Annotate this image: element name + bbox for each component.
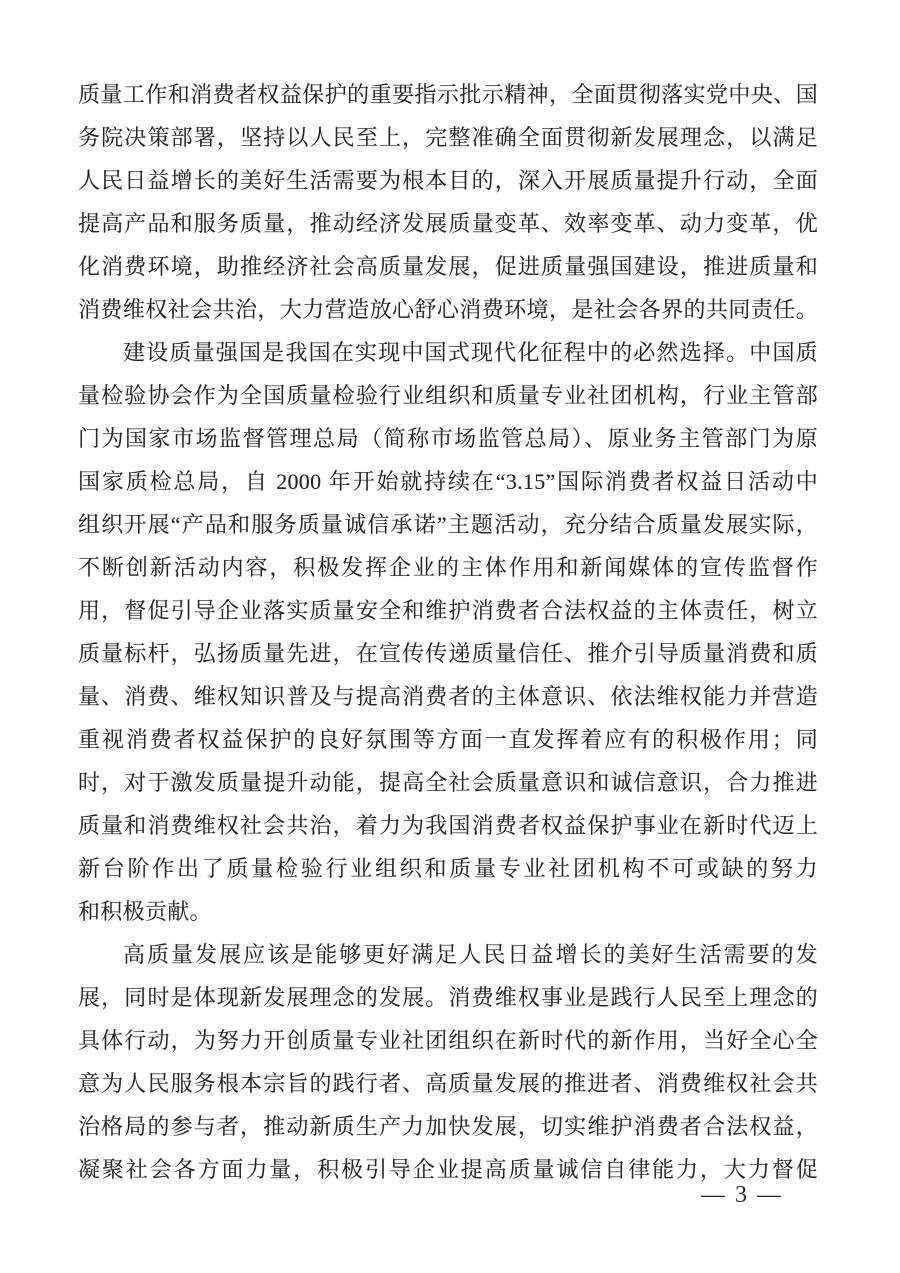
text-line: 重视消费者权益保护的良好氛围等方面一直发挥着应有的积极作用；同 <box>78 727 818 752</box>
text-line: 质量和消费维权社会共治，着力为我国消费者权益保护事业在新时代迈上 <box>78 813 818 838</box>
text-line: 消费维权社会共治，大力营造放心舒心消费环境，是社会各界的共同责任。 <box>78 297 818 322</box>
text-line: 组织开展“产品和服务质量诚信承诺”主题活动，充分结合质量发展实际， <box>78 512 818 537</box>
page-number: — 3 — <box>701 1182 783 1208</box>
text-line: 务院决策部署，坚持以人民至上，完整准确全面贯彻新发展理念，以满足 <box>78 125 818 150</box>
text-line: 时，对于激发质量提升动能，提高全社会质量意识和诚信意识，合力推进 <box>78 770 818 795</box>
text-block <box>78 73 818 1191</box>
text-line: 门为国家市场监督管理总局（简称市场监管总局）、原业务主管部门为原 <box>78 426 818 451</box>
text-line: 量检验协会作为全国质量检验行业组织和质量专业社团机构，行业主管部 <box>78 383 818 408</box>
text-line: 具体行动，为努力开创质量专业社团组织在新时代的新作用，当好全心全 <box>78 1028 818 1053</box>
text-line-paragraph-start: 高质量发展应该是能够更好满足人民日益增长的美好生活需要的发 <box>123 942 818 967</box>
text-line: 新台阶作出了质量检验行业组织和质量专业社团机构不可或缺的努力 <box>78 856 818 881</box>
text-line: 展，同时是体现新发展理念的发展。消费维权事业是践行人民至上理念的 <box>78 985 818 1010</box>
text-line: 质量工作和消费者权益保护的重要指示批示精神，全面贯彻落实党中央、国 <box>78 82 818 107</box>
text-line-paragraph-start: 建设质量强国是我国在实现中国式现代化征程中的必然选择。中国质 <box>123 340 818 365</box>
text-line: 不断创新活动内容，积极发挥企业的主体作用和新闻媒体的宣传监督作 <box>78 555 818 580</box>
text-line: 化消费环境，助推经济社会高质量发展，促进质量强国建设，推进质量和 <box>78 254 818 279</box>
text-line-paragraph-end: 和积极贡献。 <box>78 899 212 924</box>
text-line: 量、消费、维权知识普及与提高消费者的主体意识、依法维权能力并营造 <box>78 684 818 709</box>
text-line: 提高产品和服务质量，推动经济发展质量变革、效率变革、动力变革，优 <box>78 211 818 236</box>
text-line: 国家质检总局，自 2000 年开始就持续在“3.15”国际消费者权益日活动中 <box>78 469 818 494</box>
text-line: 用，督促引导企业落实质量安全和维护消费者合法权益的主体责任，树立 <box>78 598 818 623</box>
text-line: 治格局的参与者，推动新质生产力加快发展，切实维护消费者合法权益， <box>78 1114 818 1139</box>
text-line: 质量标杆，弘扬质量先进，在宣传传递质量信任、推介引导质量消费和质 <box>78 641 818 666</box>
text-line: 人民日益增长的美好生活需要为根本目的，深入开展质量提升行动，全面 <box>78 168 818 193</box>
text-line: 凝聚社会各方面力量，积极引导企业提高质量诚信自律能力，大力督促 <box>78 1157 818 1182</box>
text-line: 意为人民服务根本宗旨的践行者、高质量发展的推进者、消费维权社会共 <box>78 1071 818 1096</box>
